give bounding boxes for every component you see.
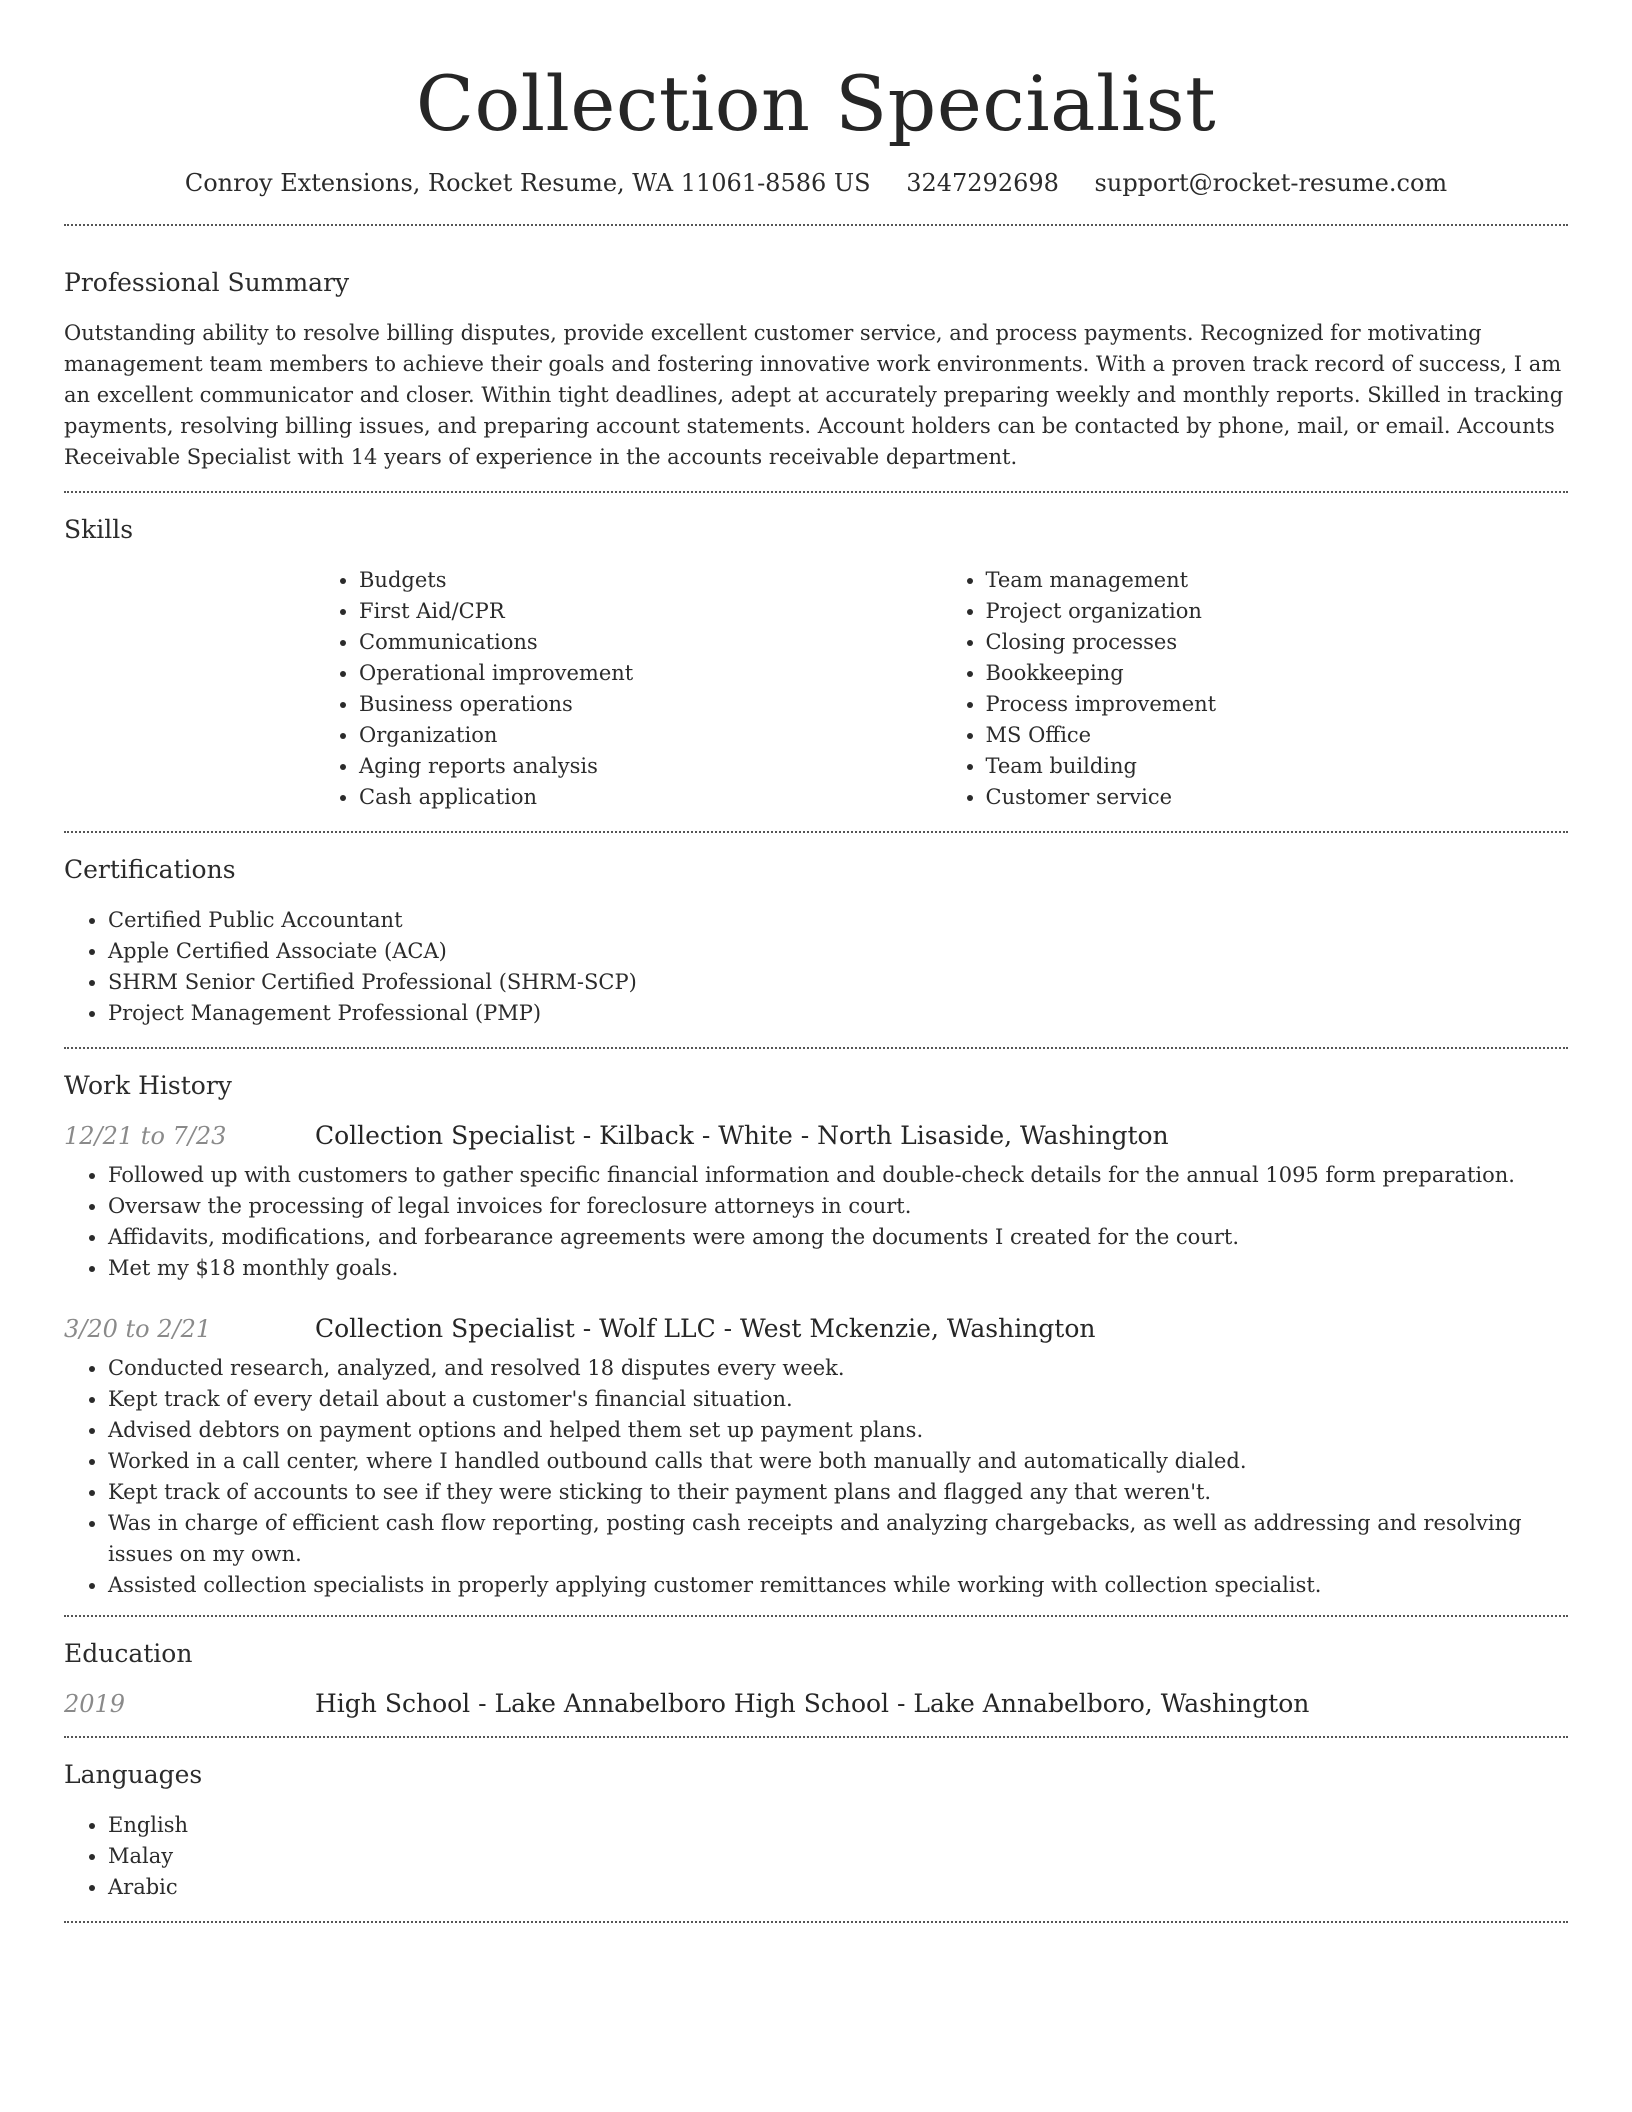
job-bullet: • Affidavits, modifications, and forbearance agreements were among the documents I created for the court. xyxy=(108,1222,1568,1253)
section-title-education: Education xyxy=(64,1639,193,1668)
skill-item: • Organization xyxy=(359,720,942,751)
certifications-list xyxy=(64,905,1568,1029)
certification-item: • Certified Public Accountant xyxy=(108,905,1568,936)
job-header xyxy=(64,1121,1568,1150)
skills-column-1 xyxy=(315,565,942,813)
certification-item: • SHRM Senior Certified Professional (SHRM-SCP) xyxy=(108,967,1568,998)
skill-item: • Aging reports analysis xyxy=(359,751,942,782)
job-title: Collection Specialist - Kilback - White - North Lisaside, Washington xyxy=(315,1121,1169,1150)
divider xyxy=(64,224,1568,226)
divider xyxy=(64,831,1568,833)
job-date: 3/20 to 2/21 xyxy=(64,1315,212,1343)
job-bullet: • Assisted collection specialists in properly applying customer remittances while working with collection specialist. xyxy=(108,1570,1568,1601)
languages-list xyxy=(64,1810,1568,1903)
education-date: 2019 xyxy=(64,1690,126,1718)
skill-item: • Process improvement xyxy=(986,689,1569,720)
skill-item: • Project organization xyxy=(986,596,1569,627)
job-bullet: • Was in charge of efficient cash flow reporting, posting cash receipts and analyzing chargebacks, as well as addressing and resolving issues on my own. xyxy=(108,1508,1568,1570)
job-bullet: • Followed up with customers to gather specific financial information and double-check details for the annual 1095 form preparation. xyxy=(108,1160,1568,1191)
divider xyxy=(64,1615,1568,1617)
job-bullets xyxy=(64,1160,1568,1284)
job-bullet: • Met my $18 monthly goals. xyxy=(108,1253,1568,1284)
skill-item: • Budgets xyxy=(359,565,942,596)
skill-item: • Closing processes xyxy=(986,627,1569,658)
skill-item: • Communications xyxy=(359,627,942,658)
skills-column-2 xyxy=(942,565,1569,813)
section-title-certifications: Certifications xyxy=(64,855,236,884)
contact-address: Conroy Extensions, Rocket Resume, WA 11061-8586 US xyxy=(184,169,871,197)
language-item: • English xyxy=(108,1810,1568,1841)
skills-list xyxy=(315,565,1568,831)
divider xyxy=(64,1736,1568,1738)
skill-item: • First Aid/CPR xyxy=(359,596,942,627)
contact-line xyxy=(64,166,1568,200)
language-item: • Arabic xyxy=(108,1872,1568,1903)
job-bullet: • Conducted research, analyzed, and resolved 18 disputes every week. xyxy=(108,1353,1568,1384)
skill-item: • Business operations xyxy=(359,689,942,720)
job-bullet: • Kept track of every detail about a customer's financial situation. xyxy=(108,1384,1568,1415)
section-title-skills: Skills xyxy=(64,515,134,544)
skill-item: • Team management xyxy=(986,565,1569,596)
section-title-languages: Languages xyxy=(64,1760,203,1789)
job-date: 12/21 to 7/23 xyxy=(64,1122,227,1150)
job-title: Collection Specialist - Wolf LLC - West Mckenzie, Washington xyxy=(315,1314,1096,1343)
job-entry xyxy=(64,1314,1568,1601)
summary-text: Outstanding ability to resolve billing disputes, provide excellent customer service, and process payments. Recognized for motivating management team members to achieve their goals and fostering innovative work environments. With a proven track record of success, I am an excellent communicator and closer. Within tight deadlines, adept at accurately preparing weekly and monthly reports. Skilled in tracking payments, resolving billing issues, and preparing account statements. Account holders can be contacted by phone, mail, or email. Accounts Receivable Specialist with 14 years of experience in the accounts receivable department. xyxy=(64,321,1564,469)
certification-item: • Project Management Professional (PMP) xyxy=(108,998,1568,1029)
job-bullet: • Worked in a call center, where I handled outbound calls that were both manually and automatically dialed. xyxy=(108,1446,1568,1477)
skill-item: • Operational improvement xyxy=(359,658,942,689)
skill-item: • Cash application xyxy=(359,782,942,813)
divider xyxy=(64,1047,1568,1049)
resume-name: Collection Specialist xyxy=(415,59,1217,148)
contact-email: support@rocket-resume.com xyxy=(1094,169,1448,197)
certification-item: • Apple Certified Associate (ACA) xyxy=(108,936,1568,967)
skill-item: • Bookkeeping xyxy=(986,658,1569,689)
job-bullet: • Kept track of accounts to see if they were sticking to their payment plans and flagged any that weren't. xyxy=(108,1477,1568,1508)
skill-item: • MS Office xyxy=(986,720,1569,751)
job-bullet: • Advised debtors on payment options and helped them set up payment plans. xyxy=(108,1415,1568,1446)
job-bullet: • Oversaw the processing of legal invoices for foreclosure attorneys in court. xyxy=(108,1191,1568,1222)
divider xyxy=(64,1921,1568,1923)
job-entry xyxy=(64,1121,1568,1284)
job-bullets xyxy=(64,1353,1568,1601)
education-title: High School - Lake Annabelboro High School - Lake Annabelboro, Washington xyxy=(315,1689,1310,1718)
contact-phone: 3247292698 xyxy=(906,169,1059,197)
education-entry xyxy=(64,1689,1568,1718)
skill-item: • Customer service xyxy=(986,782,1569,813)
section-title-summary: Professional Summary xyxy=(64,268,350,297)
language-item: • Malay xyxy=(108,1841,1568,1872)
skill-item: • Team building xyxy=(986,751,1569,782)
divider xyxy=(64,491,1568,493)
job-header xyxy=(64,1314,1568,1343)
section-title-work-history: Work History xyxy=(64,1071,232,1100)
